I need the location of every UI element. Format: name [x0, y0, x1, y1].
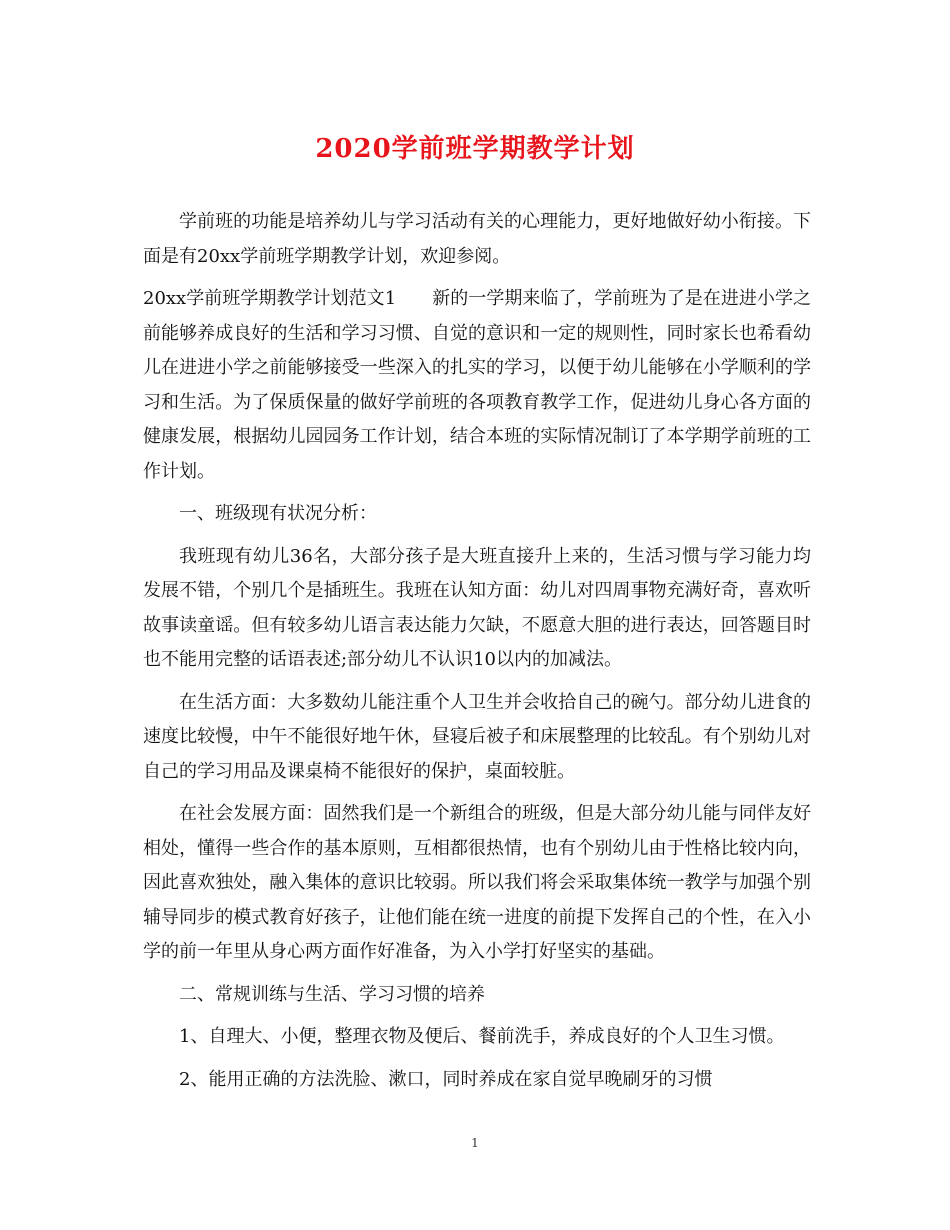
section-heading-2: 二、常规训练与生活、学习习惯的培养: [179, 983, 485, 1005]
intro-paragraph: 学前班的功能是培养幼儿与学习活动有关的心理能力，更好地做好幼小衔接。下面是有20xx学前班学期教学计划，欢迎参阅。: [143, 211, 811, 267]
sample-paragraph: [143, 282, 811, 489]
document-body: [143, 205, 811, 1105]
sample-heading: 20xx学前班学期教学计划范文1: [143, 288, 397, 309]
social-aspect-paragraph: 在社会发展方面：固然我们是一个新组合的班级，但是大部分幼儿能与同伴友好相处，懂得一些合作的基本原则，互相都很热情，也有个别幼儿由于性格比较内向，因此喜欢独处，融入集体的意识比较弱。所以我们将会采取集体统一教学与加强个别辅导同步的模式教育好孩子，让他们能在统一进度的前提下发挥自己的个性，在入小学的前一年里从身心两方面作好准备，为入小学打好坚实的基础。: [143, 803, 811, 962]
list-item-1: 1、自理大、小便，整理衣物及便后、餐前洗手，养成良好的个人卫生习惯。: [179, 1026, 785, 1047]
page-number: 1: [471, 1136, 479, 1150]
document-title: 2020学前班学期教学计划: [315, 134, 635, 164]
class-status-paragraph: 我班现有幼儿36名，大部分孩子是大班直接升上来的，生活习惯与学习能力均发展不错，个别几个是插班生。我班在认知方面：幼儿对四周事物充满好奇，喜欢听故事读童谣。但有较多幼儿语言表达能力欠缺，不愿意大胆的进行表达，回答题目时也不能用完整的话语表述;部分幼儿不认识10以内的加减法。: [143, 545, 811, 670]
list-item-2: 2、能用正确的方法洗脸、漱口，同时养成在家自觉早晚刷牙的习惯: [179, 1068, 713, 1090]
section-heading-1: 一、班级现有状况分析：: [179, 503, 377, 524]
sample-intro-text: 新的一学期来临了，学前班为了是在进进小学之前能够养成良好的生活和学习习惯、自觉的意识和一定的规则性，同时家长也希看幼儿在进进小学之前能够接受一些深入的扎实的学习，以便于幼儿能够在小学顺利的学习和生活。为了保质保量的做好学前班的各项教育教学工作，促进幼儿身心各方面的健康发展，根据幼儿园园务工作计划，结合本班的实际情况制订了本学期学前班的工作计划。: [143, 288, 811, 482]
life-aspect-paragraph: 在生活方面：大多数幼儿能注重个人卫生并会收拾自己的碗勺。部分幼儿进食的速度比较慢，中午不能很好地午休，昼寝后被子和床展整理的比较乱。有个别幼儿对自己的学习用品及课桌椅不能很好的保护，桌面较脏。: [143, 691, 811, 782]
